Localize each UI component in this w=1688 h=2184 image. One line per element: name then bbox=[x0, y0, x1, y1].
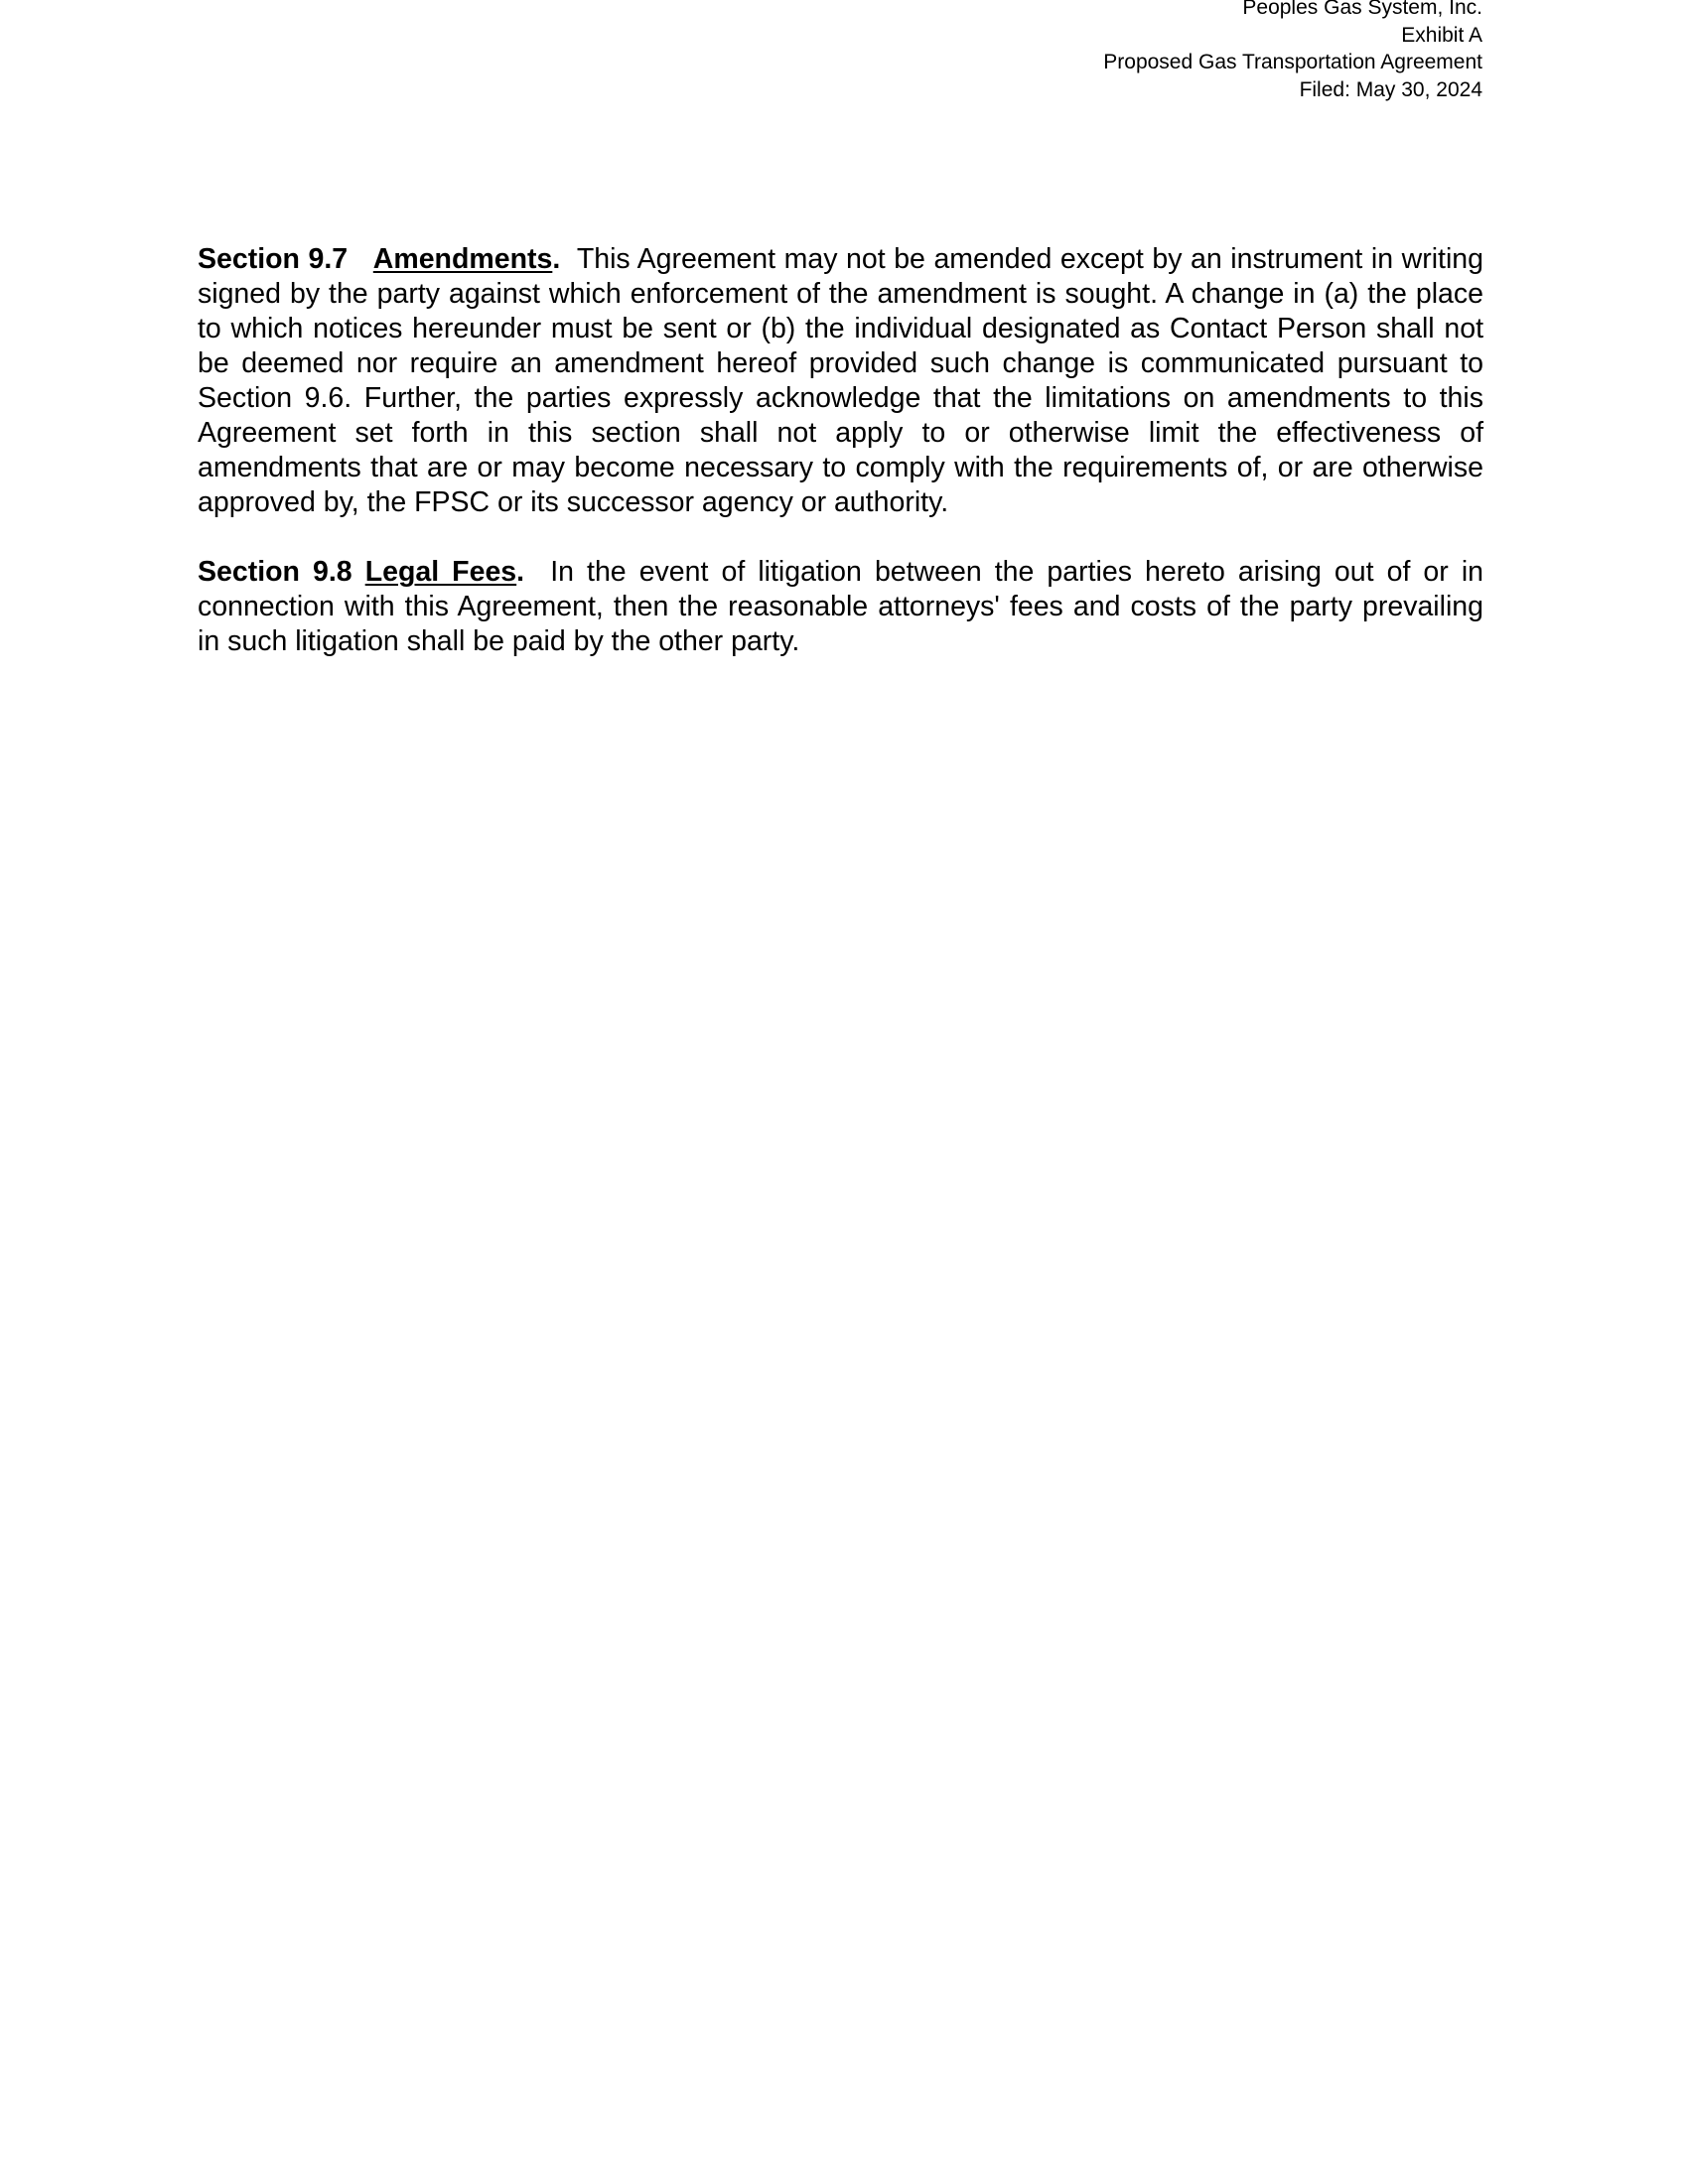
document-header bbox=[787, 0, 1482, 103]
header-exhibit: Exhibit A bbox=[1401, 23, 1482, 47]
section-number: Section 9.8 bbox=[198, 556, 352, 588]
section-number: Section 9.7 bbox=[198, 243, 349, 275]
section-body: This Agreement may not be amended except by an instrument in writing signed by the party against which enforcement of the amendment is sought. A change in (a) the place to which notices hereunder must be sent or (b) the individual designated as Contact Person shall not be deemed nor require an amendment hereof provided such change is communicated pursuant to Section 9.6. Further, the parties expressly acknowledge that the limitations on amendments to this Agreement set forth in this section shall not apply to or otherwise limit the effectiveness of amendments that are or may become necessary to comply with the requirements of, or are otherwise approved by, the FPSC or its successor agency or authority. bbox=[198, 243, 1483, 518]
document-body bbox=[198, 242, 1483, 694]
section-title: Amendments bbox=[372, 243, 553, 275]
section-title: Legal Fees bbox=[364, 556, 517, 588]
header-company: Peoples Gas System, Inc. bbox=[1242, 0, 1482, 19]
section-body: In the event of litigation between the parties hereto arising out of or in connection with this Agreement, then the reasonable attorneys' fees and costs of the party prevailing in such litigation shall be paid by the other party. bbox=[198, 556, 1483, 657]
header-document-title: Proposed Gas Transportation Agreement bbox=[1103, 51, 1482, 73]
section-9-8: Section 9.8 Legal Fees. In the event of litigation between the parties hereto arising out of or in connection with this Agreement, then the reasonable attorneys' fees and costs of the party prevailing in such litigation shall be paid by the other party. bbox=[198, 556, 1483, 657]
section-9-7: Section 9.7 Amendments. This Agreement may not be amended except by an instrument in writing signed by the party against which enforcement of the amendment is sought. A change in (a) the place to which notices hereunder must be sent or (b) the individual designated as Contact Person shall not be deemed nor require an amendment hereof provided such change is communicated pursuant to Section 9.6. Further, the parties expressly acknowledge that the limitations on amendments to this Agreement set forth in this section shall not apply to or otherwise limit the effectiveness of amendments that are or may become necessary to comply with the requirements of, or are otherwise approved by, the FPSC or its successor agency or authority. bbox=[198, 243, 1483, 518]
header-filed-date: Filed: May 30, 2024 bbox=[1299, 77, 1482, 101]
